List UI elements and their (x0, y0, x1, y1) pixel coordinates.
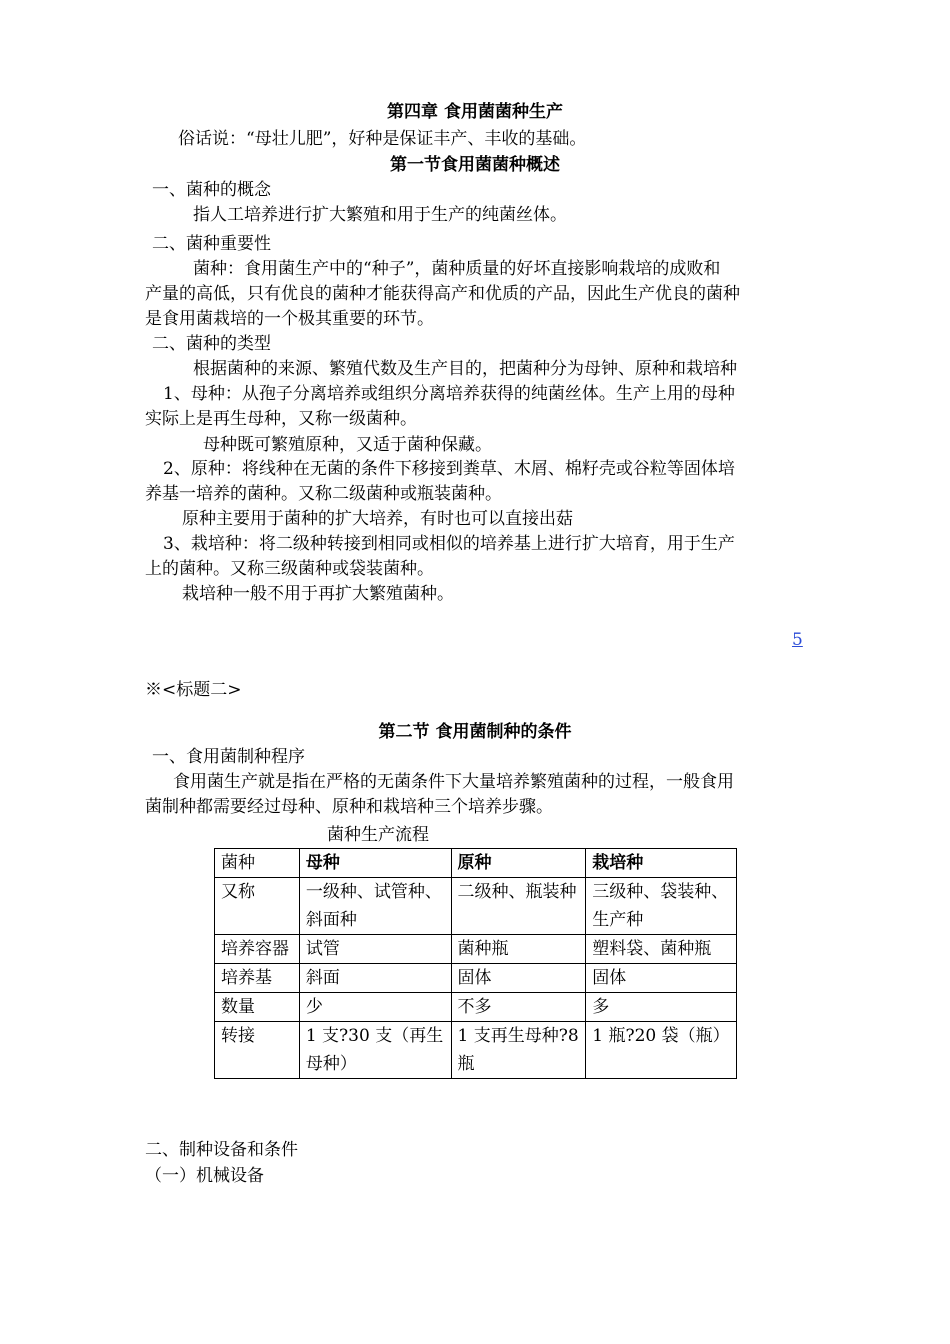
heading-marker: ※<标题二> (145, 680, 242, 700)
page-number-link[interactable]: 5 (792, 630, 803, 650)
item-original-line1: 2、原种：将线种在无菌的条件下移接到粪草、木屑、棉籽壳或谷粒等固体培 (163, 459, 735, 479)
table-cell: 一级种、试管种、斜面种 (299, 878, 451, 935)
types-text: 根据菌种的来源、繁殖代数及生产目的，把菌种分为母钟、原种和栽培种 (193, 359, 737, 379)
table-cell: 固体 (451, 964, 586, 993)
item-mother-line1: 1、母种：从孢子分离培养或组织分离培养获得的纯菌丝体。生产上用的母种 (163, 384, 735, 404)
table-cell: 试管 (299, 935, 451, 964)
section2-title: 第二节 食用菌制种的条件 (378, 722, 572, 742)
item-cultivation-note: 栽培种一般不用于再扩大繁殖菌种。 (182, 584, 454, 604)
table-cell: 1 瓶?20 袋（瓶） (586, 1022, 737, 1079)
table-cell: 菌种瓶 (451, 935, 586, 964)
item-original-line2: 养基一培养的菌种。又称二级菌种或瓶装菌种。 (145, 484, 502, 504)
item-original-note: 原种主要用于菌种的扩大培养，有时也可以直接出菇 (182, 509, 573, 529)
table-row (215, 878, 737, 935)
table-header-cell: 原种 (451, 849, 586, 878)
procedure-text-line1: 食用菌生产就是指在严格的无菌条件下大量培养繁殖菌种的过程，一般食用 (173, 772, 734, 792)
heading-concept: 一、菌种的概念 (152, 180, 271, 200)
table-cell: 培养容器 (215, 935, 300, 964)
importance-text-line2: 产量的高低，只有优良的菌种才能获得高产和优质的产品，因此生产优良的菌种 (145, 284, 740, 304)
item-cultivation-line1: 3、栽培种：将二级种转接到相同或相似的培养基上进行扩大培育，用于生产 (163, 534, 735, 554)
section1-title: 第一节食用菌菌种概述 (390, 155, 560, 175)
chapter-title: 第四章 食用菌菌种生产 (387, 102, 563, 122)
item-cultivation-line2: 上的菌种。又称三级菌种或袋装菌种。 (145, 559, 434, 579)
table-row (215, 993, 737, 1022)
table-cell: 固体 (586, 964, 737, 993)
table-cell: 转接 (215, 1022, 300, 1079)
procedure-text-line2: 菌制种都需要经过母种、原种和栽培种三个培养步骤。 (145, 797, 553, 817)
table-header-cell: 栽培种 (586, 849, 737, 878)
table-row (215, 964, 737, 993)
concept-text: 指人工培养进行扩大繁殖和用于生产的纯菌丝体。 (193, 205, 567, 225)
table-cell: 多 (586, 993, 737, 1022)
table-cell: 斜面 (299, 964, 451, 993)
table-cell: 不多 (451, 993, 586, 1022)
table-cell: 二级种、瓶装种 (451, 878, 586, 935)
table-cell: 塑料袋、菌种瓶 (586, 935, 737, 964)
heading-equipment: 二、制种设备和条件 (145, 1140, 298, 1160)
table-row (215, 935, 737, 964)
table-header-row (215, 849, 737, 878)
heading-types: 二、菌种的类型 (152, 334, 271, 354)
table-cell: 少 (299, 993, 451, 1022)
table-cell: 三级种、袋装种、生产种 (586, 878, 737, 935)
importance-text-line1: 菌种：食用菌生产中的“种子”，菌种质量的好坏直接影响栽培的成败和 (193, 259, 721, 279)
table-caption: 菌种生产流程 (327, 825, 429, 845)
spawn-production-table (214, 848, 737, 1079)
table-row (215, 1022, 737, 1079)
heading-procedure: 一、食用菌制种程序 (152, 747, 305, 767)
table-header-cell: 菌种 (215, 849, 300, 878)
table-cell: 又称 (215, 878, 300, 935)
table-header-cell: 母种 (299, 849, 451, 878)
table-cell: 培养基 (215, 964, 300, 993)
table-cell: 1 支?30 支（再生母种） (299, 1022, 451, 1079)
item-mother-note: 母种既可繁殖原种，又适于菌种保藏。 (203, 435, 492, 455)
table-cell: 数量 (215, 993, 300, 1022)
item-mother-line2: 实际上是再生母种，又称一级菌种。 (145, 409, 417, 429)
intro-text: 俗话说：“母壮儿肥”，好种是保证丰产、丰收的基础。 (178, 129, 587, 149)
heading-importance: 二、菌种重要性 (152, 234, 271, 254)
importance-text-line3: 是食用菌栽培的一个极其重要的环节。 (145, 309, 434, 329)
table-cell: 1 支再生母种?8 瓶 (451, 1022, 586, 1079)
heading-machinery: （一）机械设备 (145, 1166, 264, 1186)
